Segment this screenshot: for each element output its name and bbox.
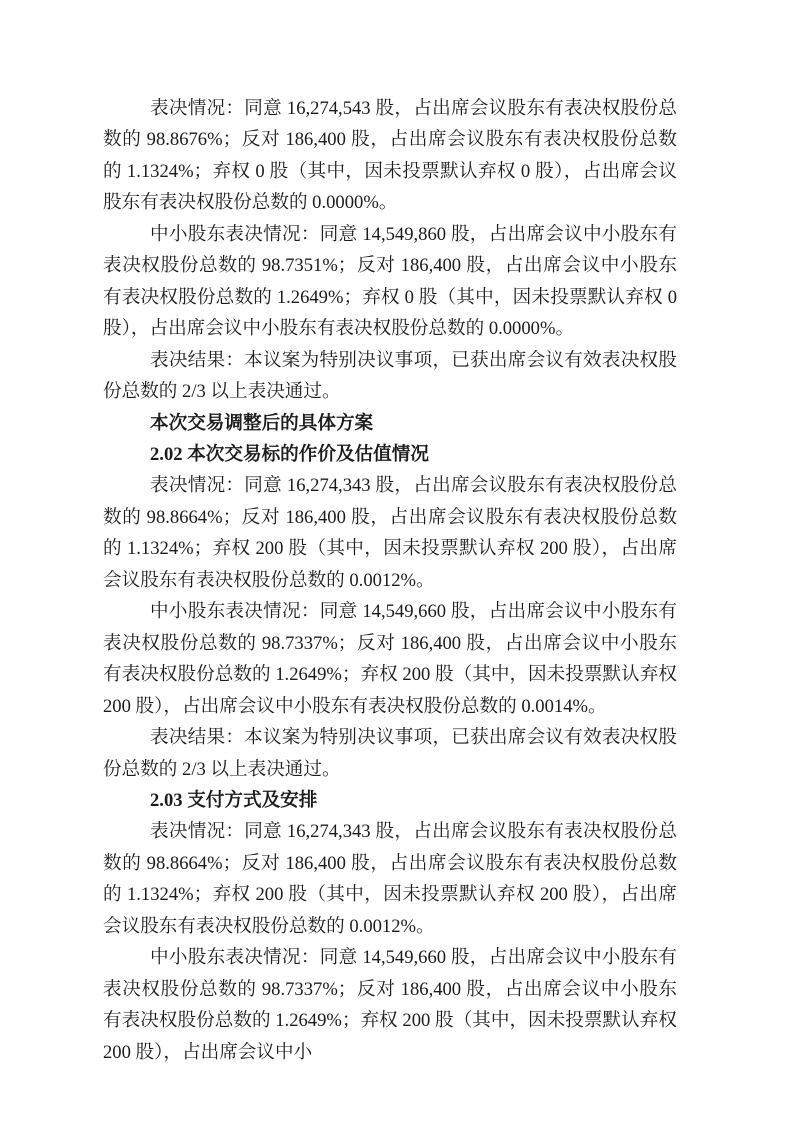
paragraph-vote-detail-item2: 表决情况：同意 16,274,343 股，占出席会议股东有表决权股份总数的 98.8664%；反对 186,400 股，占出席会议股东有表决权股份总数的 1.1324%；弃权 200 股（其中，因未投票默认弃权 200 股），占出席会议股东有表决权股份总数的 0.0012%。 [103, 475, 677, 591]
paragraph-vote-detail-item1: 表决情况：同意 16,274,543 股，占出席会议股东有表决权股份总数的 98.8676%；反对 186,400 股，占出席会议股东有表决权股份总数的 1.1324%；弃权 0 股（其中，因未投票默认弃权 0 股），占出席会议股东有表决权股份总数的 0.0000%。 [103, 98, 677, 214]
paragraph-minority-vote-item2: 中小股东表决情况：同意 14,549,660 股，占出席会议中小股东有表决权股份总数的 98.7337%；反对 186,400 股，占出席会议中小股东有表决权股份总数的 1.2649%；弃权 200 股（其中，因未投票默认弃权 200 股），占出席会议中小股东有表决权股份总数的 0.0014%。 [103, 601, 677, 717]
heading-section-2-03-payment: 2.03 支付方式及安排 [150, 789, 318, 811]
paragraph-vote-conclusion-item1: 表决结果：本议案为特别决议事项，已获出席会议有效表决权股份总数的 2/3 以上表决通过。 [103, 349, 677, 403]
heading-section-2-02-valuation: 2.02 本次交易标的作价及估值情况 [150, 443, 429, 465]
heading-adjusted-transaction-plan: 本次交易调整后的具体方案 [150, 412, 374, 434]
paragraph-minority-vote-item1: 中小股东表决情况：同意 14,549,860 股，占出席会议中小股东有表决权股份总数的 98.7351%；反对 186,400 股，占出席会议中小股东有表决权股份总数的 1.2649%；弃权 0 股（其中，因未投票默认弃权 0 股），占出席会议中小股东有表决权股份总数的 0.0000%。 [103, 223, 677, 340]
document-body [103, 93, 677, 1068]
paragraph-vote-detail-item3: 表决情况：同意 16,274,343 股，占出席会议股东有表决权股份总数的 98.8664%；反对 186,400 股，占出席会议股东有表决权股份总数的 1.1324%；弃权 200 股（其中，因未投票默认弃权 200 股），占出席会议股东有表决权股份总数的 0.0012%。 [103, 821, 677, 937]
paragraph-vote-conclusion-item2: 表决结果：本议案为特别决议事项，已获出席会议有效表决权股份总数的 2/3 以上表决通过。 [103, 727, 677, 780]
paragraph-minority-vote-item3: 中小股东表决情况：同意 14,549,660 股，占出席会议中小股东有表决权股份总数的 98.7337%；反对 186,400 股，占出席会议中小股东有表决权股份总数的 1.2649%；弃权 200 股（其中，因未投票默认弃权 200 股），占出席会议中小 [103, 947, 677, 1063]
